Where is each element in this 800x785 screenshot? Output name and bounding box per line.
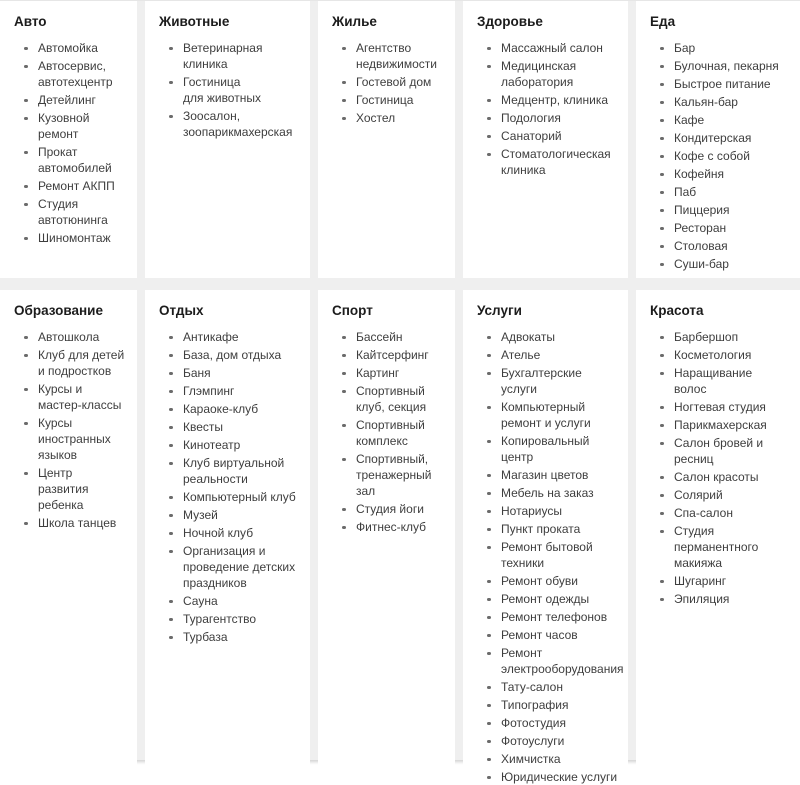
list-item	[650, 469, 784, 485]
list-item	[477, 609, 620, 625]
list-item	[650, 202, 784, 218]
list-item	[477, 433, 620, 465]
category-link[interactable]: Пункт проката	[501, 522, 581, 536]
list-item	[14, 144, 125, 176]
list-item	[159, 108, 308, 140]
category-link[interactable]: Медицинская лаборатория	[501, 59, 577, 89]
category-link[interactable]: Салон красоты	[674, 470, 759, 484]
list-item	[159, 489, 308, 505]
list-item	[650, 220, 784, 236]
list-item	[159, 74, 308, 106]
category-link[interactable]: Сауна	[183, 594, 218, 608]
category-link[interactable]: Прокат автомобилей	[38, 145, 112, 175]
category-link[interactable]: Гостиница	[356, 93, 414, 107]
list-item	[650, 112, 784, 128]
category-link[interactable]: Массажный салон	[501, 41, 603, 55]
category-list	[159, 40, 308, 140]
list-item	[650, 166, 784, 182]
category-link[interactable]: Школа танцев	[38, 516, 117, 530]
category-link[interactable]: Фотоуслуги	[501, 734, 565, 748]
list-item	[332, 347, 443, 363]
category-list	[14, 40, 125, 246]
category-list	[650, 40, 784, 272]
category-title: Авто	[14, 14, 47, 29]
category-link[interactable]: Ремонт часов	[501, 628, 578, 642]
category-link[interactable]: Мебель на заказ	[501, 486, 594, 500]
list-item	[477, 645, 624, 677]
list-item	[477, 329, 620, 345]
category-list	[477, 40, 620, 178]
list-item	[332, 329, 443, 345]
category-card-r2c3	[318, 290, 455, 785]
category-link[interactable]: Автомойка	[38, 41, 98, 55]
category-link[interactable]: Кофе с собой	[674, 149, 750, 163]
category-link[interactable]: Тату-салон	[501, 680, 563, 694]
category-card-r1c5	[636, 1, 800, 278]
list-item	[477, 503, 620, 519]
list-item	[332, 519, 443, 535]
category-link[interactable]: Компьютерный ремонт и услуги	[501, 400, 591, 430]
list-item	[650, 130, 784, 146]
category-link[interactable]: Суши-бар	[674, 257, 729, 271]
category-link[interactable]: Студия перманентного макияжа	[674, 524, 759, 570]
list-item	[14, 230, 125, 246]
category-link[interactable]: Кайтсерфинг	[356, 348, 429, 362]
category-link[interactable]: Бассейн	[356, 330, 403, 344]
category-link[interactable]: Спортивный, тренажерный зал	[356, 452, 432, 498]
list-item	[14, 465, 125, 513]
category-link[interactable]: Фитнес-клуб	[356, 520, 427, 534]
category-link[interactable]: Типография	[501, 698, 569, 712]
list-item	[477, 679, 620, 695]
list-item	[159, 543, 308, 591]
list-item	[159, 40, 308, 72]
list-item	[14, 40, 125, 56]
list-item	[477, 539, 620, 571]
category-link[interactable]: Музей	[183, 508, 218, 522]
category-link[interactable]: Квесты	[183, 420, 224, 434]
category-link[interactable]: Автосервис, автотехцентр	[38, 59, 113, 89]
category-link[interactable]: Гостиница для животных	[183, 75, 261, 105]
category-link[interactable]: Быстрое питание	[674, 77, 771, 91]
category-link[interactable]: Компьютерный клуб	[183, 490, 296, 504]
list-item	[477, 521, 620, 537]
category-link[interactable]: Организация и проведение детских праздников	[183, 544, 296, 590]
category-list	[477, 329, 624, 785]
category-link[interactable]: Фотостудия	[501, 716, 567, 730]
list-item	[650, 76, 784, 92]
category-link[interactable]: Детейлинг	[38, 93, 96, 107]
category-link[interactable]: Ремонт электрооборудования	[501, 646, 624, 676]
category-link[interactable]: Спортивный клуб, секция	[356, 384, 427, 414]
list-item	[650, 523, 784, 571]
list-item	[14, 196, 125, 228]
list-item	[159, 347, 308, 363]
category-link[interactable]: Бухгалтерские услуги	[501, 366, 582, 396]
category-link[interactable]: Подология	[501, 111, 561, 125]
list-item	[650, 256, 784, 272]
category-link[interactable]: Студия автотюнинга	[38, 197, 108, 227]
category-link[interactable]: Агентство недвижимости	[356, 41, 437, 71]
category-link[interactable]: Ногтевая студия	[674, 400, 766, 414]
category-link[interactable]: Кузовной ремонт	[38, 111, 90, 141]
list-item	[332, 383, 443, 415]
list-item	[332, 417, 443, 449]
category-link[interactable]: Кинотеатр	[183, 438, 241, 452]
list-item	[477, 40, 620, 56]
category-link[interactable]: Автошкола	[38, 330, 100, 344]
list-item	[650, 40, 784, 56]
category-link[interactable]: Кальян-бар	[674, 95, 738, 109]
list-item	[477, 58, 620, 90]
category-link[interactable]: Караоке-клуб	[183, 402, 259, 416]
list-item	[159, 419, 308, 435]
list-item	[477, 591, 620, 607]
list-item	[477, 697, 620, 713]
category-link[interactable]: Ремонт одежды	[501, 592, 590, 606]
category-link[interactable]: Салон бровей и ресниц	[674, 436, 764, 466]
list-item	[14, 329, 125, 345]
category-link[interactable]: Спортивный комплекс	[356, 418, 425, 448]
category-card-r2c1	[0, 290, 137, 785]
category-link[interactable]: Ремонт АКПП	[38, 179, 115, 193]
category-card-r1c3	[318, 1, 455, 278]
category-link[interactable]: Стоматологическая клиника	[501, 147, 611, 177]
category-card-r1c1	[0, 1, 137, 278]
list-item	[477, 627, 620, 643]
list-item	[477, 467, 620, 483]
list-item	[477, 769, 620, 785]
category-link[interactable]: Турбаза	[183, 630, 228, 644]
category-title: Образование	[14, 303, 103, 318]
list-item	[650, 238, 784, 254]
category-row-2	[0, 290, 800, 784]
category-link[interactable]: Косметология	[674, 348, 752, 362]
category-link[interactable]: Ремонт бытовой техники	[501, 540, 593, 570]
list-item	[332, 501, 443, 517]
list-item	[332, 365, 443, 381]
category-card-r1c2	[145, 1, 310, 278]
category-list	[650, 329, 784, 607]
category-title: Еда	[650, 14, 676, 29]
category-link[interactable]: Бар	[674, 41, 696, 55]
list-item	[477, 92, 620, 108]
list-item	[477, 485, 620, 501]
list-item	[159, 525, 308, 541]
list-item	[650, 347, 784, 363]
category-link[interactable]: Санаторий	[501, 129, 562, 143]
list-item	[14, 381, 125, 413]
category-link[interactable]: Кофейня	[674, 167, 725, 181]
list-item	[332, 40, 443, 72]
list-item	[477, 146, 620, 178]
list-item	[332, 451, 443, 499]
category-card-r1c4	[463, 1, 628, 278]
list-item	[477, 365, 620, 397]
category-row-1	[0, 1, 800, 278]
category-link[interactable]: Химчистка	[501, 752, 561, 766]
category-link[interactable]: База, дом отдыха	[183, 348, 282, 362]
list-item	[477, 733, 620, 749]
list-item	[650, 329, 784, 345]
list-item	[477, 573, 620, 589]
category-title: Жилье	[332, 14, 377, 29]
list-item	[159, 593, 308, 609]
category-title: Услуги	[477, 303, 522, 318]
list-item	[477, 110, 620, 126]
list-item	[650, 399, 784, 415]
list-item	[159, 401, 308, 417]
category-link[interactable]: Ремонт телефонов	[501, 610, 608, 624]
list-item	[14, 92, 125, 108]
list-item	[332, 110, 443, 126]
category-link[interactable]: Парикмахерская	[674, 418, 767, 432]
category-link[interactable]: Ночной клуб	[183, 526, 254, 540]
category-link[interactable]: Клуб виртуальной реальности	[183, 456, 285, 486]
list-item	[650, 58, 784, 74]
category-link[interactable]: Медцентр, клиника	[501, 93, 609, 107]
list-item	[159, 507, 308, 523]
category-list	[159, 329, 308, 645]
category-link[interactable]: Магазин цветов	[501, 468, 589, 482]
category-link[interactable]: Ателье	[501, 348, 541, 362]
list-item	[14, 415, 125, 463]
category-card-r2c5	[636, 290, 800, 785]
category-link[interactable]: Ресторан	[674, 221, 727, 235]
category-link[interactable]: Барбершоп	[674, 330, 739, 344]
list-item	[14, 58, 125, 90]
category-link[interactable]: Кафе	[674, 113, 705, 127]
list-item	[650, 487, 784, 503]
category-link[interactable]: Клуб для детей и подростков	[38, 348, 125, 378]
list-item	[14, 515, 125, 531]
list-item	[159, 383, 308, 399]
category-link[interactable]: Спа-салон	[674, 506, 733, 520]
category-link[interactable]: Булочная, пекарня	[674, 59, 779, 73]
list-item	[477, 715, 620, 731]
category-link[interactable]: Антикафе	[183, 330, 239, 344]
category-title: Красота	[650, 303, 704, 318]
category-link[interactable]: Паб	[674, 185, 697, 199]
list-item	[14, 347, 125, 379]
category-link[interactable]: Курсы и мастер-классы	[38, 382, 122, 412]
category-link[interactable]: Турагентство	[183, 612, 257, 626]
category-link[interactable]: Копировальный центр	[501, 434, 590, 464]
list-item	[477, 751, 620, 767]
category-link[interactable]: Хостел	[356, 111, 396, 125]
list-item	[650, 148, 784, 164]
category-link[interactable]: Столовая	[674, 239, 728, 253]
list-item	[159, 611, 308, 627]
list-item	[332, 92, 443, 108]
list-item	[650, 94, 784, 110]
category-link[interactable]: Юридические услуги	[501, 770, 618, 784]
list-item	[159, 437, 308, 453]
category-link[interactable]: Студия йоги	[356, 502, 424, 516]
list-item	[159, 329, 308, 345]
category-link[interactable]: Глэмпинг	[183, 384, 235, 398]
category-title: Отдых	[159, 303, 204, 318]
category-list	[332, 40, 443, 126]
list-item	[650, 573, 784, 589]
list-item	[14, 178, 125, 194]
category-link[interactable]: Гостевой дом	[356, 75, 432, 89]
category-link[interactable]: Солярий	[674, 488, 723, 502]
category-title: Здоровье	[477, 14, 543, 29]
category-title: Животные	[159, 14, 230, 29]
list-item	[650, 435, 784, 467]
category-list	[332, 329, 443, 535]
category-link[interactable]: Центр развития ребенка	[38, 466, 89, 512]
list-item	[650, 505, 784, 521]
category-title: Спорт	[332, 303, 373, 318]
category-link[interactable]: Баня	[183, 366, 211, 380]
category-link[interactable]: Курсы иностранных языков	[38, 416, 111, 462]
list-item	[650, 184, 784, 200]
list-item	[159, 455, 308, 487]
category-link[interactable]: Зоосалон, зоопарикмахерская	[183, 109, 293, 139]
category-link[interactable]: Наращивание волос	[674, 366, 753, 396]
category-list	[14, 329, 125, 531]
category-link[interactable]: Нотариусы	[501, 504, 562, 518]
category-link[interactable]: Шугаринг	[674, 574, 727, 588]
category-card-r2c2	[145, 290, 310, 785]
list-item	[650, 591, 784, 607]
category-link[interactable]: Шиномонтаж	[38, 231, 111, 245]
list-item	[477, 347, 620, 363]
category-link[interactable]: Ремонт обуви	[501, 574, 578, 588]
list-item	[14, 110, 125, 142]
list-item	[650, 417, 784, 433]
category-link[interactable]: Кондитерская	[674, 131, 752, 145]
category-card-r2c4	[463, 290, 628, 785]
list-item	[477, 128, 620, 144]
category-link[interactable]: Картинг	[356, 366, 400, 380]
category-link[interactable]: Пиццерия	[674, 203, 730, 217]
category-link[interactable]: Адвокаты	[501, 330, 555, 344]
list-item	[332, 74, 443, 90]
list-item	[650, 365, 784, 397]
list-item	[477, 399, 620, 431]
category-link[interactable]: Эпиляция	[674, 592, 730, 606]
list-item	[159, 365, 308, 381]
category-link[interactable]: Ветеринарная клиника	[183, 41, 263, 71]
list-item	[159, 629, 308, 645]
